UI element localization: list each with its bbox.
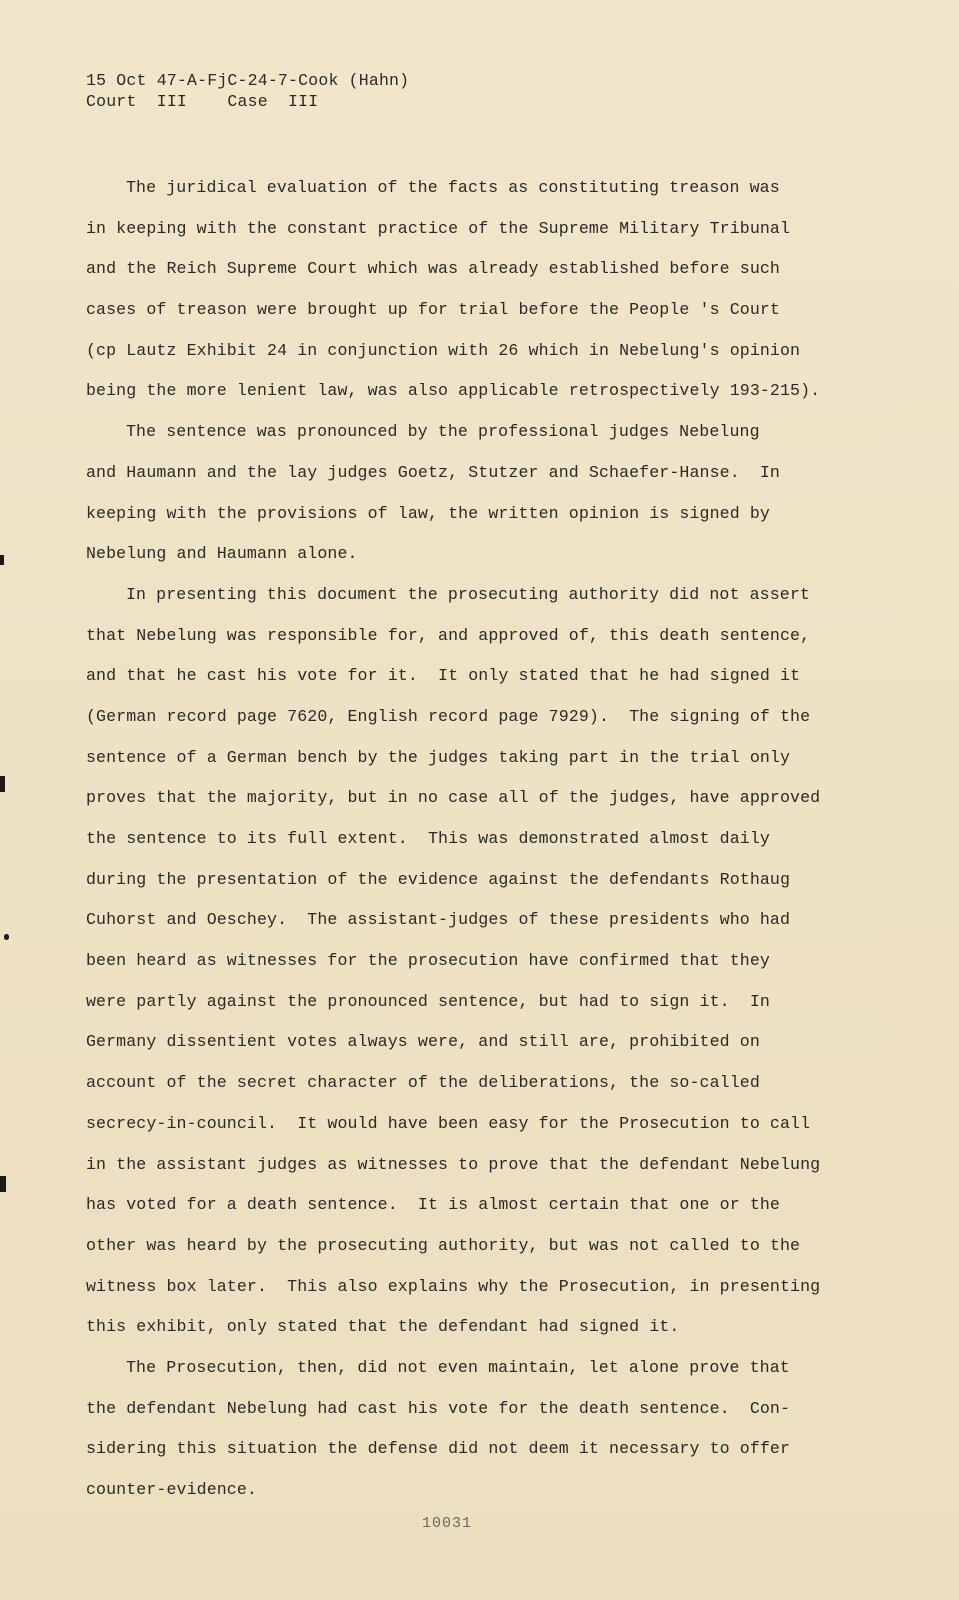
text-line: other was heard by the prosecuting authority, but was not called to the xyxy=(86,1235,801,1255)
text-line: has voted for a death sentence. It is almost certain that one or the xyxy=(86,1195,780,1215)
text-line: being the more lenient law, was also applicable retrospectively 193-215). xyxy=(86,381,821,401)
text-line: The Prosecution, then, did not even maintain, let alone prove that xyxy=(126,1357,790,1377)
text-line: this exhibit, only stated that the defendant had signed it. xyxy=(86,1317,680,1337)
text-line: in keeping with the constant practice of the Supreme Military Tribunal xyxy=(86,218,791,238)
text-line: in the assistant judges as witnesses to prove that the defendant Nebelung xyxy=(86,1154,821,1174)
text-line: and the Reich Supreme Court which was already established before such xyxy=(86,259,780,279)
text-line: the sentence to its full extent. This was demonstrated almost daily xyxy=(86,829,770,848)
text-line: been heard as witnesses for the prosecution have confirmed that they xyxy=(86,951,770,971)
page-number: 10031 xyxy=(422,1515,473,1532)
text-line: that Nebelung was responsible for, and approved of, this death sentence, xyxy=(86,625,811,645)
document-body xyxy=(86,168,866,1511)
text-line: keeping with the provisions of law, the written opinion is signed by xyxy=(86,503,770,523)
margin-mark xyxy=(4,934,9,940)
text-line: Nebelung and Haumann alone. xyxy=(86,544,358,564)
text-line: cases of treason were brought up for trial before the People 's Court xyxy=(86,300,780,320)
header-reference: 15 Oct 47-A-FjC-24-7-Cook (Hahn) xyxy=(86,71,410,90)
text-line: The juridical evaluation of the facts as constituting treason was xyxy=(126,178,780,197)
text-line: Germany dissentient votes always were, and still are, prohibited on xyxy=(86,1032,760,1052)
text-line: In presenting this document the prosecuting authority did not assert xyxy=(126,584,810,604)
text-line: Cuhorst and Oeschey. The assistant-judges of these presidents who had xyxy=(86,910,791,930)
text-line: the defendant Nebelung had cast his vote for the death sentence. Con- xyxy=(86,1398,791,1418)
text-line: sidering this situation the defense did not deem it necessary to offer xyxy=(86,1439,791,1459)
text-line: witness box later. This also explains why the Prosecution, in presenting xyxy=(86,1276,821,1296)
text-line: and that he cast his vote for it. It only stated that he had signed it xyxy=(86,666,801,686)
text-line: (German record page 7620, English record page 7929). The signing of the xyxy=(86,706,811,726)
text-line: were partly against the pronounced sentence, but had to sign it. In xyxy=(86,991,770,1011)
header-court-case: Court III Case III xyxy=(86,92,319,111)
margin-mark xyxy=(0,776,5,792)
text-line: counter-evidence. xyxy=(86,1480,257,1499)
text-line: The sentence was pronounced by the professional judges Nebelung xyxy=(126,422,760,442)
text-line: sentence of a German bench by the judges taking part in the trial only xyxy=(86,747,791,767)
text-line: account of the secret character of the deliberations, the so-called xyxy=(86,1073,760,1093)
margin-mark xyxy=(0,1176,6,1192)
margin-mark xyxy=(0,555,4,565)
text-line: (cp Lautz Exhibit 24 in conjunction with 26 which in Nebelung's opinion xyxy=(86,340,801,360)
text-line: and Haumann and the lay judges Goetz, Stutzer and Schaefer-Hanse. In xyxy=(86,462,780,482)
text-line: proves that the majority, but in no case all of the judges, have approved xyxy=(86,788,821,808)
document-header xyxy=(86,70,409,112)
text-line: secrecy-in-council. It would have been easy for the Prosecution to call xyxy=(86,1113,811,1133)
text-line: during the presentation of the evidence against the defendants Rothaug xyxy=(86,869,791,889)
